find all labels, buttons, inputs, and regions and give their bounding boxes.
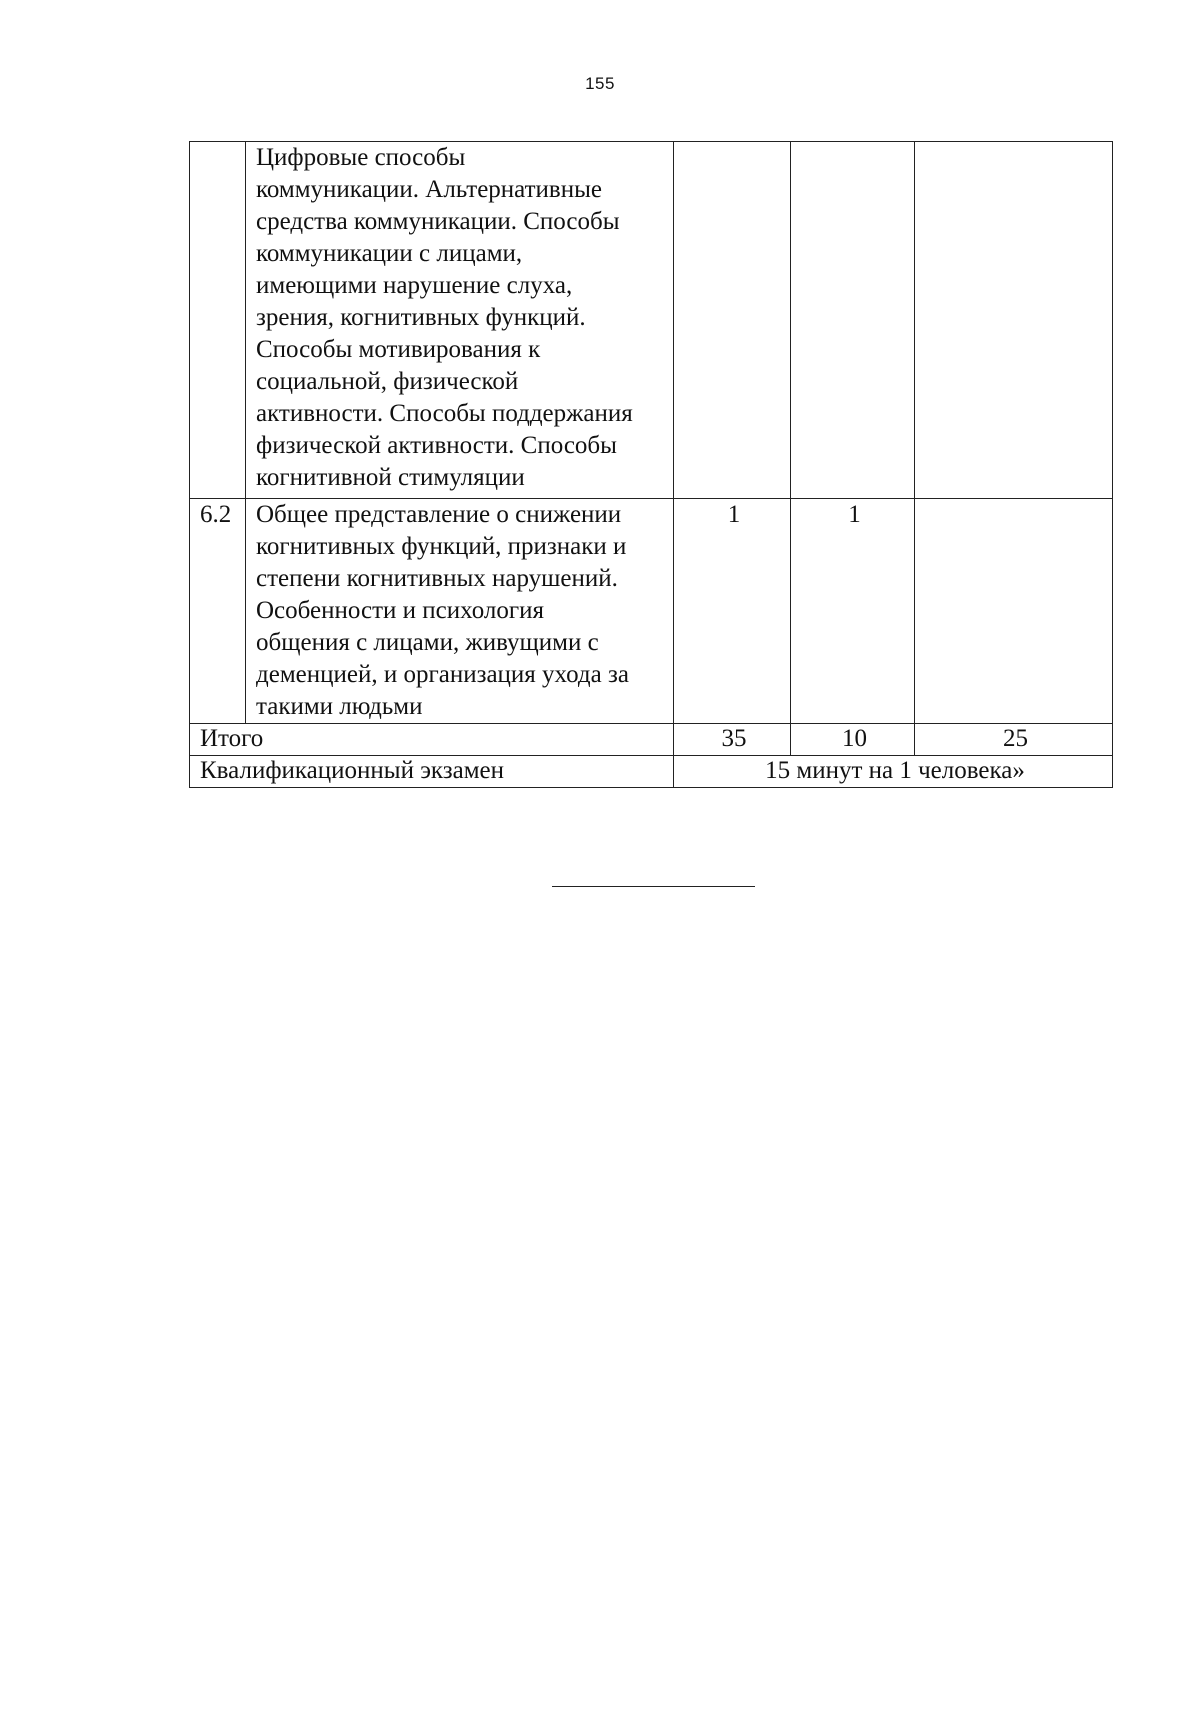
- table-row: [190, 142, 1113, 499]
- total-hours-sum: 35: [674, 724, 791, 756]
- topic-cell: Общее представление о снижении когнитивных функций, признаки и степени когнитивных нарушений. Особенности и психология общения с лицами, живущими с деменцией, и организация ухода за такими людьми: [246, 499, 674, 724]
- exam-label: Квалификационный экзамен: [190, 756, 674, 788]
- practice-hours-cell: [915, 142, 1113, 499]
- practice-hours-sum: 25: [915, 724, 1113, 756]
- total-hours-cell: 1: [674, 499, 791, 724]
- end-divider-line: [552, 886, 755, 887]
- page-number: 155: [585, 74, 615, 93]
- table-row: [190, 499, 1113, 724]
- exam-row: [190, 756, 1113, 788]
- total-label: Итого: [190, 724, 674, 756]
- exam-duration: 15 минут на 1 человека»: [674, 756, 1113, 788]
- theory-hours-cell: 1: [791, 499, 915, 724]
- theory-hours-cell: [791, 142, 915, 499]
- row-number-cell: [190, 142, 246, 499]
- topic-cell: Цифровые способы коммуникации. Альтернативные средства коммуникации. Способы коммуникации с лицами, имеющими нарушение слуха, зрения, когнитивных функций. Способы мотивирования к социальной, физической активности. Способы поддержания физической активности. Способы когнитивной стимуляции: [246, 142, 674, 499]
- total-hours-cell: [674, 142, 791, 499]
- total-row: [190, 724, 1113, 756]
- practice-hours-cell: [915, 499, 1113, 724]
- theory-hours-sum: 10: [791, 724, 915, 756]
- row-number-cell: 6.2: [190, 499, 246, 724]
- curriculum-table: [189, 141, 1113, 788]
